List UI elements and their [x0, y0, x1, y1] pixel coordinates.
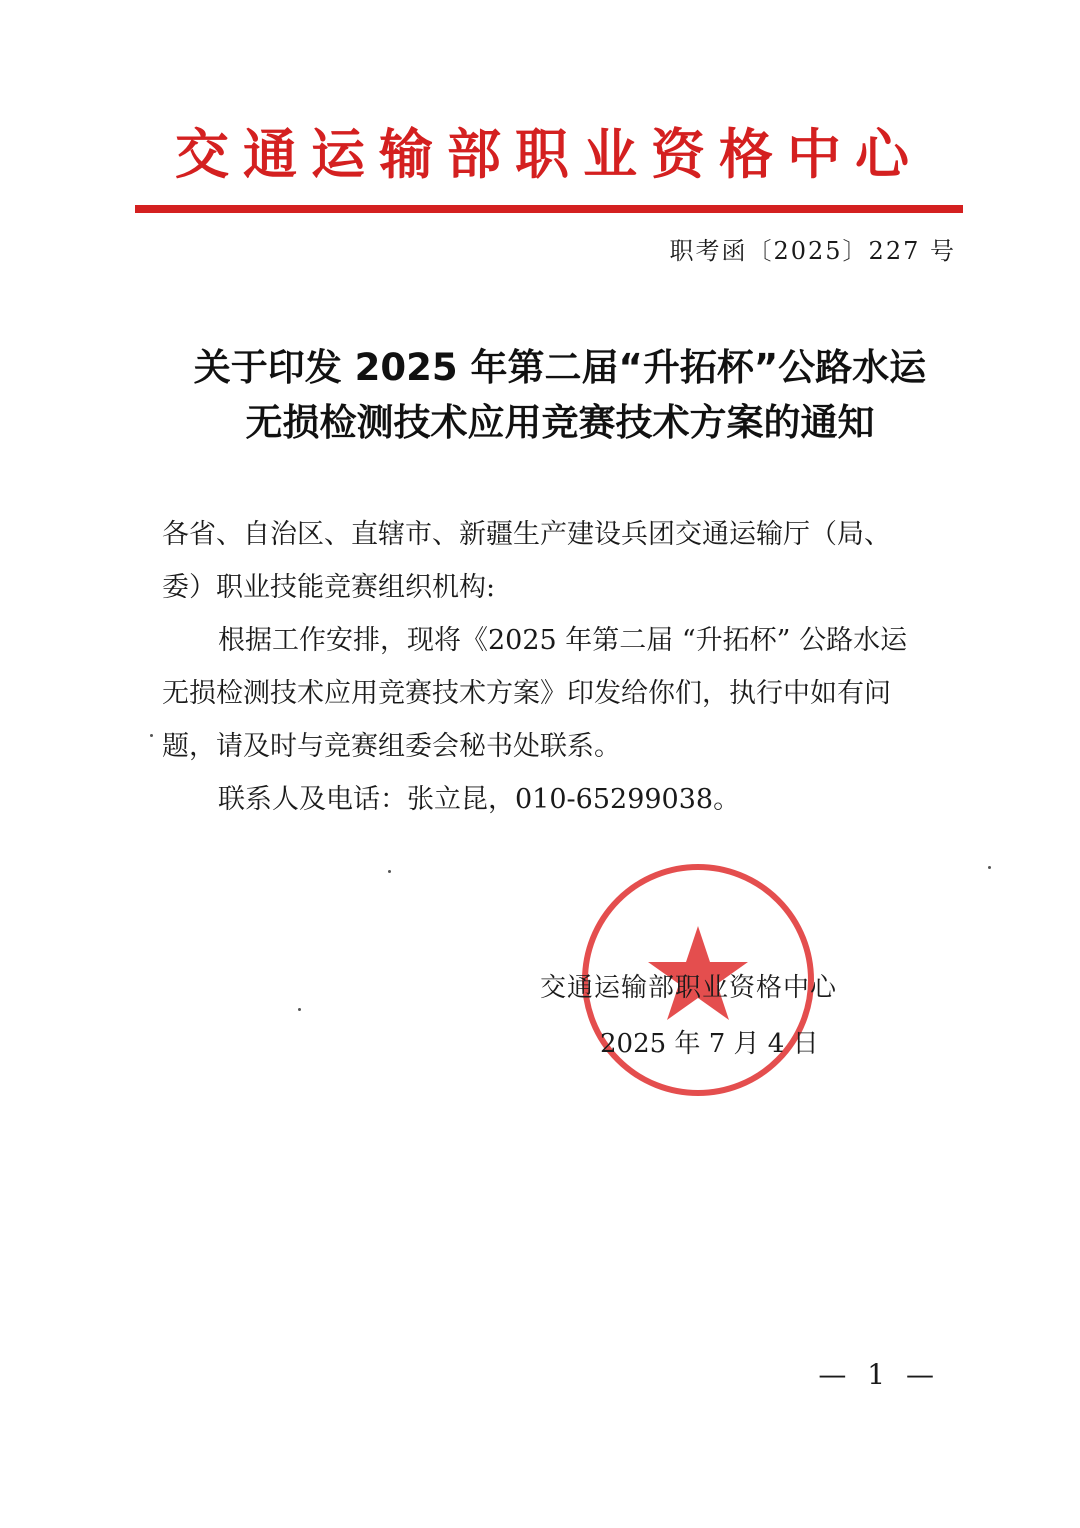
header-red-rule [135, 205, 963, 213]
scan-speck [150, 734, 153, 737]
title-line-2: 无损检测技术应用竞赛技术方案的通知 [245, 401, 875, 444]
signature-organization: 交通运输部职业资格中心 [540, 973, 838, 1003]
document-body [162, 508, 962, 826]
scan-speck [388, 870, 391, 873]
scan-speck [298, 1008, 301, 1011]
organization-header: 交通运输部职业资格中心 [175, 122, 923, 186]
signature-block [540, 960, 870, 1072]
body-line-paragraph-1: 根据工作安排，现将《2025 年第二届 “升拓杯” 公路水运 [218, 625, 908, 656]
body-line-addressee-1: 各省、自治区、直辖市、新疆生产建设兵团交通运输厅（局、 [162, 519, 891, 550]
document-title [120, 340, 1000, 450]
body-line-paragraph-3: 题，请及时与竞赛组委会秘书处联系。 [162, 731, 621, 762]
page-number: — 1 — [818, 1358, 940, 1391]
body-line-contact: 联系人及电话：张立昆，010-65299038。 [218, 784, 741, 815]
document-number: 职考函〔2025〕227 号 [669, 237, 956, 265]
signature-date: 2025 年 7 月 4 日 [600, 1029, 819, 1059]
body-line-paragraph-2: 无损检测技术应用竞赛技术方案》印发给你们，执行中如有问 [162, 678, 891, 709]
title-line-1: 关于印发 2025 年第二届“升拓杯”公路水运 [193, 346, 927, 389]
scan-speck [988, 866, 991, 869]
body-line-addressee-2: 委）职业技能竞赛组织机构: [162, 572, 496, 603]
